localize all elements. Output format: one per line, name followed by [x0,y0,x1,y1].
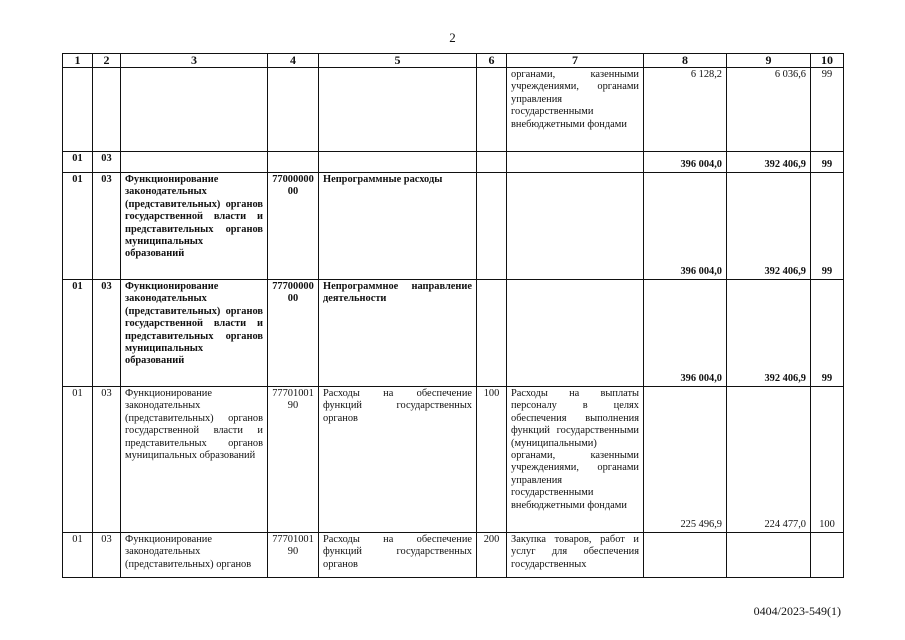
cell-subsection: 03 [93,533,121,578]
cell-target-name: Непрограммные расходы [319,173,477,280]
cell-expense-type-name: органами, казенными учреждениями, органами управления государственными внебюджетными фондами [507,68,644,152]
column-header: 3 [121,54,268,68]
cell-subsection: 03 [93,387,121,533]
cell-percent: 99 [811,152,844,173]
cell-expense-type-name [507,280,644,387]
cell-expense-type-name: Расходы на выплаты персоналу в целях обеспечения выполнения функций государственными (муниципальными) органами, казенными учреждениями, органами управления государственными внебюджетными фондами [507,387,644,533]
cell-expense-type-name: Закупка товаров, работ и услуг для обеспечения государственных [507,533,644,578]
cell-target-name: Непрограммное направление деятельности [319,280,477,387]
table-header-row [63,54,844,68]
cell-target-name: Расходы на обеспечение функций государственных органов [319,533,477,578]
cell-target-name [319,152,477,173]
column-header: 7 [507,54,644,68]
cell-name: Функционирование законодательных (представительных) органов [121,533,268,578]
column-header: 2 [93,54,121,68]
cell-actual: 224 477,0 [727,387,811,533]
table-row [63,533,844,578]
cell-expense-type-name [507,152,644,173]
cell-name [121,68,268,152]
cell-name: Функционирование законодательных (представительных) органов государственной власти и представительных органов муниципальных образований [121,387,268,533]
column-header: 10 [811,54,844,68]
cell-section: 01 [63,152,93,173]
cell-expense-type-code [477,280,507,387]
cell-section: 01 [63,280,93,387]
cell-subsection: 03 [93,173,121,280]
cell-target-name [319,68,477,152]
cell-actual: 6 036,6 [727,68,811,152]
cell-expense-type-name [507,173,644,280]
cell-expense-type-code [477,68,507,152]
cell-subsection [93,68,121,152]
cell-target-code [268,152,319,173]
cell-expense-type-code [477,152,507,173]
cell-expense-type-code [477,173,507,280]
table-row [63,152,844,173]
cell-target-code: 7700000000 [268,173,319,280]
cell-expense-type-code: 200 [477,533,507,578]
table-row [63,387,844,533]
cell-percent: 99 [811,280,844,387]
document-code: 0404/2023-549(1) [753,604,841,618]
cell-percent [811,533,844,578]
cell-plan: 225 496,9 [644,387,727,533]
cell-name [121,152,268,173]
cell-target-code [268,68,319,152]
cell-plan [644,533,727,578]
cell-plan: 396 004,0 [644,173,727,280]
cell-percent: 99 [811,173,844,280]
cell-section: 01 [63,173,93,280]
budget-table [62,53,844,578]
cell-name: Функционирование законодательных (представительных) органов государственной власти и представительных органов муниципальных образований [121,280,268,387]
cell-expense-type-code: 100 [477,387,507,533]
column-header: 6 [477,54,507,68]
cell-actual: 392 406,9 [727,173,811,280]
cell-target-code: 7770100190 [268,533,319,578]
column-header: 9 [727,54,811,68]
cell-actual: 392 406,9 [727,280,811,387]
table-row [63,68,844,152]
cell-target-name: Расходы на обеспечение функций государственных органов [319,387,477,533]
cell-section [63,68,93,152]
cell-percent: 99 [811,68,844,152]
cell-subsection: 03 [93,152,121,173]
table-row [63,173,844,280]
cell-name: Функционирование законодательных (представительных) органов государственной власти и представительных органов муниципальных образований [121,173,268,280]
table-row [63,280,844,387]
column-header: 1 [63,54,93,68]
cell-plan: 6 128,2 [644,68,727,152]
cell-section: 01 [63,533,93,578]
column-header: 5 [319,54,477,68]
cell-target-code: 7770100190 [268,387,319,533]
cell-section: 01 [63,387,93,533]
cell-plan: 396 004,0 [644,280,727,387]
cell-actual [727,533,811,578]
cell-percent: 100 [811,387,844,533]
cell-subsection: 03 [93,280,121,387]
page-number: 2 [449,30,456,45]
cell-plan: 396 004,0 [644,152,727,173]
column-header: 4 [268,54,319,68]
cell-actual: 392 406,9 [727,152,811,173]
column-header: 8 [644,54,727,68]
cell-target-code: 7770000000 [268,280,319,387]
